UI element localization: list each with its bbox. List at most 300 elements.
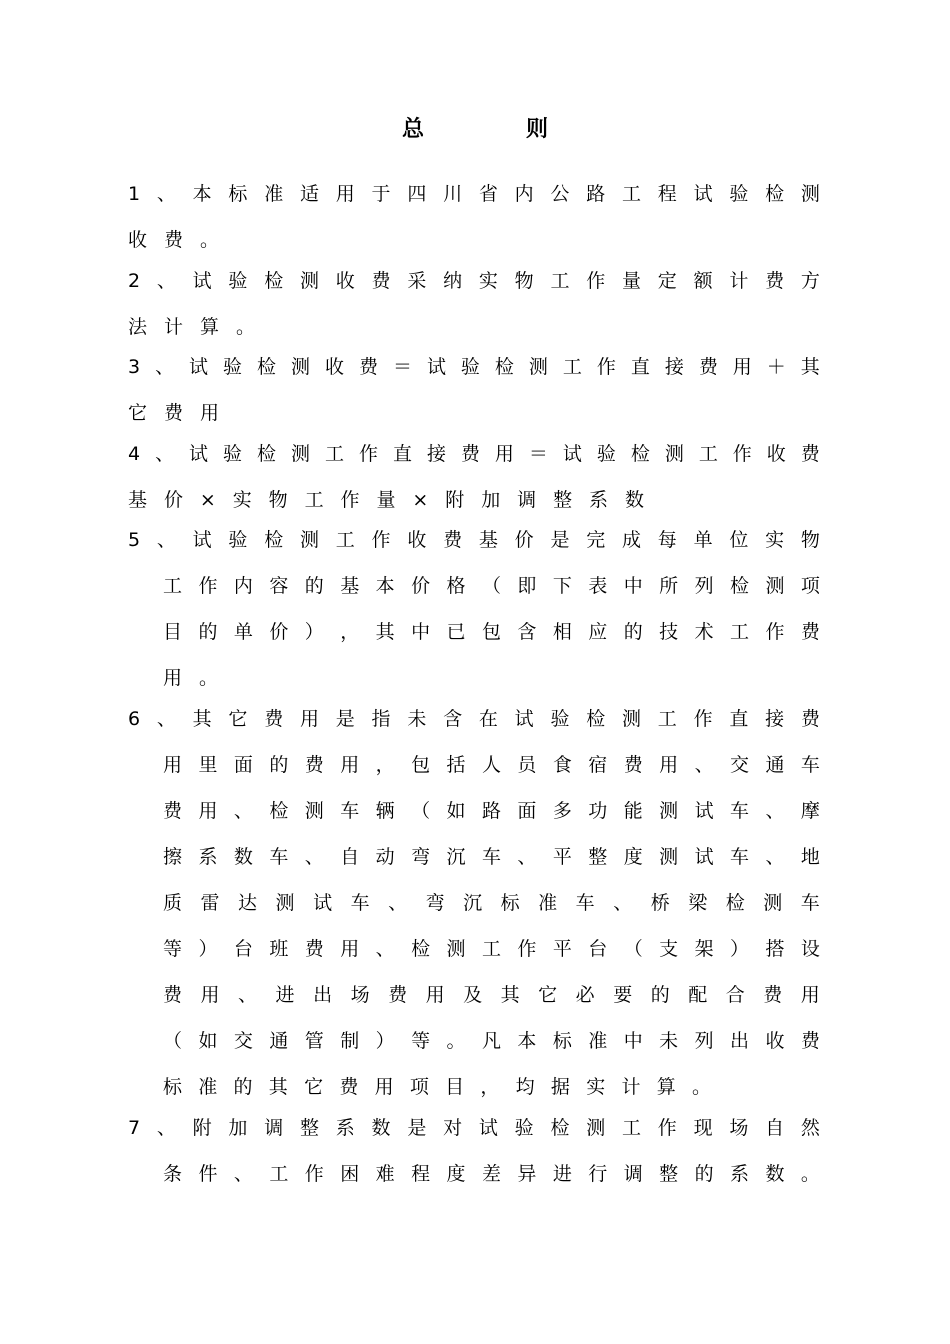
text-glyph: ） (375, 1030, 395, 1052)
text-glyph: 工 (698, 443, 718, 465)
text-glyph: 验 (729, 183, 749, 205)
text-glyph: 、 (233, 1163, 253, 1185)
text-glyph: 1 (128, 183, 141, 205)
text-glyph: 检 (550, 1117, 570, 1139)
text-glyph: 费 (339, 1076, 359, 1098)
text-glyph: 物 (268, 489, 288, 511)
text-glyph: 现 (693, 1117, 713, 1139)
text-glyph: 路 (586, 183, 606, 205)
text-glyph: 交 (233, 1030, 253, 1052)
text-glyph: 指 (371, 708, 391, 730)
text-glyph: 检 (257, 443, 277, 465)
text-line (163, 1069, 711, 1105)
text-glyph: ， (480, 1076, 500, 1098)
text-glyph: 收 (765, 1030, 785, 1052)
text-glyph: 未 (407, 708, 427, 730)
text-glyph: 括 (446, 754, 466, 776)
text-glyph: 应 (588, 621, 608, 643)
text-glyph: 费 (164, 402, 184, 424)
text-line (163, 1156, 820, 1192)
text-glyph: 管 (304, 1030, 324, 1052)
text-glyph: 技 (659, 621, 679, 643)
text-glyph: 食 (552, 754, 572, 776)
text-glyph: 费 (443, 529, 463, 551)
text-glyph: 试 (313, 892, 333, 914)
text-glyph: 试 (478, 1117, 498, 1139)
text-glyph: 。 (800, 1163, 820, 1185)
text-glyph: 用 (163, 667, 183, 689)
text-glyph: 收 (324, 356, 344, 378)
text-line (128, 436, 820, 472)
text-glyph: 用 (335, 183, 355, 205)
text-glyph: 多 (552, 800, 572, 822)
text-glyph: 、 (375, 938, 395, 960)
text-glyph: 数 (371, 1117, 391, 1139)
text-line (163, 1023, 820, 1059)
text-glyph: 。 (199, 667, 219, 689)
text-glyph: 梁 (688, 892, 708, 914)
text-glyph: （ (481, 575, 501, 597)
text-line (128, 309, 820, 345)
text-glyph: 本 (192, 183, 212, 205)
text-glyph: 检 (411, 938, 431, 960)
text-glyph: 工 (163, 575, 183, 597)
text-glyph: 费 (800, 708, 820, 730)
text-glyph: 场 (729, 1117, 749, 1139)
text-glyph: 车 (269, 846, 289, 868)
text-glyph: 差 (481, 1163, 501, 1185)
text-glyph: 接 (664, 356, 684, 378)
text-glyph: 检 (765, 183, 785, 205)
text-glyph: 要 (613, 984, 633, 1006)
text-glyph: 完 (586, 529, 606, 551)
text-glyph: 宿 (588, 754, 608, 776)
text-glyph: 用 (659, 754, 679, 776)
text-glyph: 测 (765, 575, 785, 597)
text-glyph: 计 (164, 316, 184, 338)
text-glyph: 试 (426, 356, 446, 378)
text-glyph: 未 (659, 1030, 679, 1052)
text-glyph: 测 (528, 356, 548, 378)
text-glyph: 擦 (163, 846, 183, 868)
text-glyph: 定 (657, 270, 677, 292)
text-glyph: 基 (340, 575, 360, 597)
text-glyph: 试 (192, 529, 212, 551)
text-glyph: ） (730, 938, 750, 960)
text-glyph: 工 (622, 1117, 642, 1139)
text-glyph: 通 (765, 754, 785, 776)
text-glyph: 员 (517, 754, 537, 776)
text-glyph: 用 (425, 984, 445, 1006)
text-glyph: 困 (340, 1163, 360, 1185)
text-glyph: 实 (478, 270, 498, 292)
text-glyph: 算 (200, 316, 220, 338)
text-glyph: 内 (233, 575, 253, 597)
text-glyph: 达 (238, 892, 258, 914)
text-glyph: 功 (588, 800, 608, 822)
text-glyph: 验 (223, 356, 243, 378)
text-glyph: 整 (588, 846, 608, 868)
text-glyph: 工 (335, 529, 355, 551)
text-glyph: 用 (732, 356, 752, 378)
text-glyph: 试 (562, 443, 582, 465)
text-glyph: 测 (659, 800, 679, 822)
text-glyph: 价 (163, 489, 183, 511)
text-glyph: 作 (371, 529, 391, 551)
text-glyph: 下 (552, 575, 572, 597)
text-glyph: 基 (478, 529, 498, 551)
text-glyph: 弯 (425, 892, 445, 914)
text-glyph: 费 (163, 984, 183, 1006)
text-glyph: 作 (693, 708, 713, 730)
text-glyph: 工 (730, 621, 750, 643)
text-glyph: 计 (621, 1076, 641, 1098)
text-glyph: 实 (232, 489, 252, 511)
text-glyph: 其 (500, 984, 520, 1006)
text-glyph: 它 (304, 1076, 324, 1098)
text-glyph: 凡 (481, 1030, 501, 1052)
text-glyph: 费 (698, 356, 718, 378)
text-glyph: 、 (155, 356, 175, 378)
text-glyph: 实 (765, 529, 785, 551)
text-glyph: 作 (304, 1163, 324, 1185)
text-glyph: 内 (514, 183, 534, 205)
text-glyph: 自 (765, 1117, 785, 1139)
text-glyph: 通 (269, 1030, 289, 1052)
text-glyph: 的 (198, 621, 218, 643)
text-glyph: 出 (730, 1030, 750, 1052)
text-glyph: ， (340, 621, 360, 643)
text-glyph: 用 (340, 754, 360, 776)
text-line (128, 222, 820, 258)
text-glyph: 附 (192, 1117, 212, 1139)
text-glyph: （ (623, 938, 643, 960)
text-glyph: 雷 (200, 892, 220, 914)
text-glyph: 测 (659, 846, 679, 868)
text-glyph: 件 (198, 1163, 218, 1185)
text-glyph: 四 (407, 183, 427, 205)
text-glyph: 车 (350, 892, 370, 914)
text-glyph: 价 (411, 575, 431, 597)
text-glyph: 。 (200, 229, 220, 251)
text-glyph: 工 (269, 1163, 289, 1185)
text-glyph: 调 (264, 1117, 284, 1139)
text-glyph: 等 (163, 938, 183, 960)
text-glyph: 4 (128, 443, 141, 465)
text-glyph: 中 (623, 1030, 643, 1052)
text-glyph: 沉 (446, 846, 466, 868)
text-glyph: 数 (624, 489, 644, 511)
text-glyph: 费 (623, 754, 643, 776)
text-glyph: 用 (198, 800, 218, 822)
text-glyph: 如 (446, 800, 466, 822)
text-glyph: 。 (236, 316, 256, 338)
text-glyph: 系 (589, 489, 609, 511)
text-glyph: 平 (552, 846, 572, 868)
text-glyph: 目 (445, 1076, 465, 1098)
text-glyph: 据 (550, 1076, 570, 1098)
text-glyph: 其 (268, 1076, 288, 1098)
text-glyph: 费 (800, 621, 820, 643)
text-glyph: 2 (128, 270, 141, 292)
text-glyph: 加 (228, 1117, 248, 1139)
text-line (163, 614, 820, 650)
text-glyph: 5 (128, 529, 141, 551)
text-glyph: 测 (304, 800, 324, 822)
text-glyph: 车 (575, 892, 595, 914)
text-glyph: 作 (596, 356, 616, 378)
text-glyph: 程 (411, 1163, 431, 1185)
text-glyph: 含 (517, 621, 537, 643)
text-glyph: 均 (515, 1076, 535, 1098)
text-glyph: 费 (800, 443, 820, 465)
text-glyph: 地 (800, 846, 820, 868)
text-glyph: 对 (443, 1117, 463, 1139)
text-line (128, 1110, 820, 1146)
text-glyph: 物 (800, 529, 820, 551)
text-glyph: 架 (694, 938, 714, 960)
text-glyph: 适 (299, 183, 319, 205)
text-glyph: （ (163, 1030, 183, 1052)
text-line (163, 839, 820, 875)
text-glyph: 的 (304, 575, 324, 597)
text-glyph: 、 (765, 846, 785, 868)
text-glyph: 系 (198, 846, 218, 868)
text-glyph: 车 (730, 846, 750, 868)
text-glyph: 算 (656, 1076, 676, 1098)
text-glyph: 容 (269, 575, 289, 597)
text-glyph: 人 (481, 754, 501, 776)
text-glyph: 川 (443, 183, 463, 205)
text-glyph: 工 (324, 443, 344, 465)
text-glyph: 、 (156, 1117, 176, 1139)
text-glyph: 作 (517, 938, 537, 960)
text-glyph: 的 (269, 754, 289, 776)
text-glyph: 交 (730, 754, 750, 776)
text-glyph: 整 (299, 1117, 319, 1139)
text-glyph: 准 (198, 1076, 218, 1098)
text-glyph: 它 (538, 984, 558, 1006)
text-glyph: 面 (517, 800, 537, 822)
text-glyph: 、 (388, 892, 408, 914)
text-glyph: 单 (233, 621, 253, 643)
text-glyph: 平 (552, 938, 572, 960)
text-glyph: 位 (729, 529, 749, 551)
text-glyph: ） (304, 621, 324, 643)
text-glyph: × (412, 489, 429, 511)
text-glyph: 进 (552, 1163, 572, 1185)
text-glyph: 难 (375, 1163, 395, 1185)
text-glyph: 用 (299, 708, 319, 730)
text-glyph: 费 (163, 800, 183, 822)
text-glyph: 它 (128, 402, 148, 424)
text-glyph: 度 (623, 846, 643, 868)
text-glyph: 于 (371, 183, 391, 205)
text-line (163, 660, 820, 696)
text-glyph: 计 (729, 270, 749, 292)
text-glyph: 中 (411, 621, 431, 643)
text-glyph: 配 (688, 984, 708, 1006)
text-glyph: 其 (375, 621, 395, 643)
text-glyph: 能 (623, 800, 643, 822)
text-glyph: 验 (228, 270, 248, 292)
text-glyph: 检 (269, 800, 289, 822)
text-glyph: 本 (517, 1030, 537, 1052)
text-line (128, 176, 820, 212)
text-glyph: 检 (586, 708, 606, 730)
text-glyph: 车 (800, 754, 820, 776)
text-glyph: 用 (374, 1076, 394, 1098)
text-glyph: 费 (800, 1030, 820, 1052)
text-glyph: 用 (494, 443, 514, 465)
text-glyph: 如 (198, 1030, 218, 1052)
text-glyph: 接 (426, 443, 446, 465)
text-glyph: 费 (388, 984, 408, 1006)
text-glyph: 检 (264, 529, 284, 551)
text-glyph: 其 (192, 708, 212, 730)
text-glyph: 包 (411, 754, 431, 776)
text-line (163, 568, 820, 604)
text-glyph: 项 (409, 1076, 429, 1098)
text-glyph: 验 (223, 443, 243, 465)
text-glyph: 路 (481, 800, 501, 822)
text-glyph: 包 (481, 621, 501, 643)
text-glyph: 直 (729, 708, 749, 730)
text-glyph: 工 (550, 270, 570, 292)
text-glyph: 然 (800, 1117, 820, 1139)
text-glyph: 车 (481, 846, 501, 868)
text-glyph: 检 (730, 575, 750, 597)
text-glyph: 工 (657, 708, 677, 730)
text-glyph: 验 (460, 356, 480, 378)
text-glyph: 实 (586, 1076, 606, 1098)
text-line (128, 263, 820, 299)
text-glyph: 准 (538, 892, 558, 914)
text-glyph: 用 (340, 938, 360, 960)
text-glyph: 、 (517, 846, 537, 868)
text-glyph: 数 (233, 846, 253, 868)
text-glyph: 公 (550, 183, 570, 205)
text-line (163, 977, 820, 1013)
text-glyph: 物 (514, 270, 534, 292)
text-glyph: 系 (335, 1117, 355, 1139)
text-glyph: 成 (622, 529, 642, 551)
text-glyph: 测 (800, 183, 820, 205)
text-glyph: 车 (340, 800, 360, 822)
text-line (128, 701, 820, 737)
text-glyph: 验 (550, 708, 570, 730)
text-glyph: 里 (198, 754, 218, 776)
text-glyph: 台 (588, 938, 608, 960)
text-glyph: 行 (588, 1163, 608, 1185)
text-glyph: 试 (189, 356, 209, 378)
text-glyph: 程 (657, 183, 677, 205)
text-glyph: 的 (623, 621, 643, 643)
text-glyph: 检 (264, 270, 284, 292)
text-glyph: 工 (481, 938, 501, 960)
text-glyph: 的 (694, 1163, 714, 1185)
text-glyph: 准 (588, 1030, 608, 1052)
text-glyph: × (199, 489, 216, 511)
text-glyph: ＋ (766, 356, 786, 378)
text-glyph: 整 (659, 1163, 679, 1185)
text-glyph: 作 (765, 621, 785, 643)
text-glyph: 费 (264, 708, 284, 730)
text-glyph: 进 (275, 984, 295, 1006)
text-line (163, 931, 820, 967)
text-glyph: 已 (446, 621, 466, 643)
text-glyph: 、 (238, 984, 258, 1006)
text-glyph: 工 (622, 183, 642, 205)
text-glyph: 、 (155, 443, 175, 465)
text-glyph: 含 (443, 708, 463, 730)
text-glyph: 作 (732, 443, 752, 465)
text-glyph: 采 (407, 270, 427, 292)
text-glyph: 其 (800, 356, 820, 378)
text-glyph: 测 (291, 443, 311, 465)
text-glyph: 是 (550, 529, 570, 551)
text-glyph: 法 (128, 316, 148, 338)
text-glyph: 费 (358, 356, 378, 378)
text-glyph: 场 (350, 984, 370, 1006)
text-glyph: （ (411, 800, 431, 822)
text-glyph: 、 (156, 708, 176, 730)
text-glyph: 弯 (411, 846, 431, 868)
text-glyph: 及 (463, 984, 483, 1006)
text-line (163, 747, 820, 783)
text-glyph: 作 (198, 575, 218, 597)
text-glyph: 、 (156, 529, 176, 551)
text-glyph: 费 (304, 754, 324, 776)
text-glyph: 桥 (650, 892, 670, 914)
text-glyph: 即 (517, 575, 537, 597)
text-glyph: 条 (163, 1163, 183, 1185)
text-glyph: 。 (446, 1030, 466, 1052)
text-glyph: 、 (156, 270, 176, 292)
text-glyph: 动 (375, 846, 395, 868)
text-glyph: 标 (163, 1076, 183, 1098)
text-glyph: 、 (233, 800, 253, 822)
text-glyph: 异 (517, 1163, 537, 1185)
text-glyph: 列 (694, 575, 714, 597)
text-glyph: 试 (189, 443, 209, 465)
text-glyph: 检 (494, 356, 514, 378)
text-glyph: 量 (376, 489, 396, 511)
text-glyph: 试 (694, 800, 714, 822)
text-glyph: 试 (192, 270, 212, 292)
text-glyph: 测 (763, 892, 783, 914)
text-glyph: 列 (694, 1030, 714, 1052)
text-glyph: 费 (164, 229, 184, 251)
text-glyph: ＝ (528, 443, 548, 465)
text-glyph: 费 (371, 270, 391, 292)
text-glyph: 台 (233, 938, 253, 960)
text-glyph: 的 (650, 984, 670, 1006)
text-glyph: 省 (478, 183, 498, 205)
text-glyph: 测 (446, 938, 466, 960)
text-glyph: 整 (553, 489, 573, 511)
text-glyph: 收 (128, 229, 148, 251)
text-glyph: 摩 (800, 800, 820, 822)
text-glyph: 是 (335, 708, 355, 730)
text-glyph: 车 (800, 892, 820, 914)
text-glyph: 基 (128, 489, 148, 511)
text-glyph: 测 (664, 443, 684, 465)
text-glyph: 费 (304, 938, 324, 960)
text-glyph: 项 (800, 575, 820, 597)
text-line (128, 349, 820, 385)
text-glyph: 出 (313, 984, 333, 1006)
